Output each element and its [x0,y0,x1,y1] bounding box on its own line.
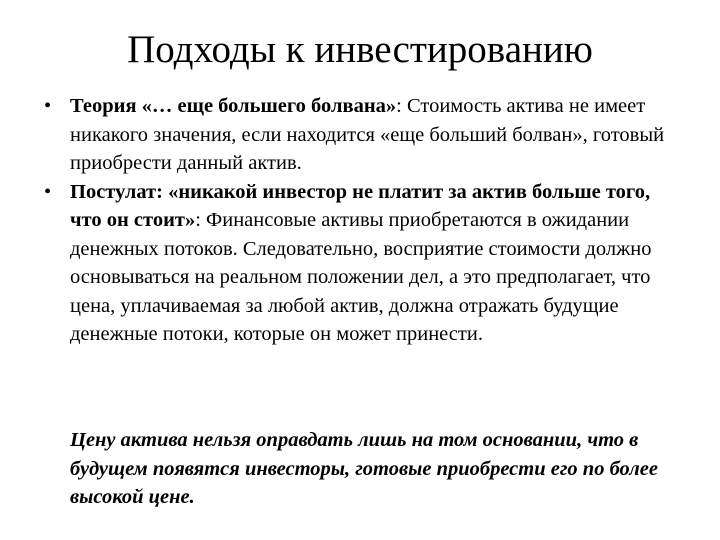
bullet-list [0,92,720,349]
bullet-marker: • [44,180,52,203]
bullet-item-greater-fool [0,92,720,178]
bullet-heading: Теория «… еще большего болвана» [70,95,397,117]
bullet-text: : Финансовые активы приобретаются в ожидании денежных потоков. Следовательно, восприятие стоимости должно основываться на реальном положении дел, а это предполагает, что цена, уплачиваемая за любой актив, должна отражать будущие денежные потоки, которые он может принести. [70,209,652,345]
slide-title: Подходы к инвестированию [127,28,593,71]
bullet-heading: Постулат: «никакой инвестор не платит за актив больше того, что он стоит» [70,180,651,231]
bullet-item-postulate [0,178,720,349]
bullet-marker: • [44,95,52,117]
conclusion-note: Цену актива нельзя оправдать лишь на том основании, что в будущем появятся инвесторы, готовые приобрести его по более высокой цене. [70,429,658,508]
bullet-text: : Стоимость актива не имеет никакого значения, если находится «еще больший болван», готовый приобрести данный актив. [70,95,665,174]
